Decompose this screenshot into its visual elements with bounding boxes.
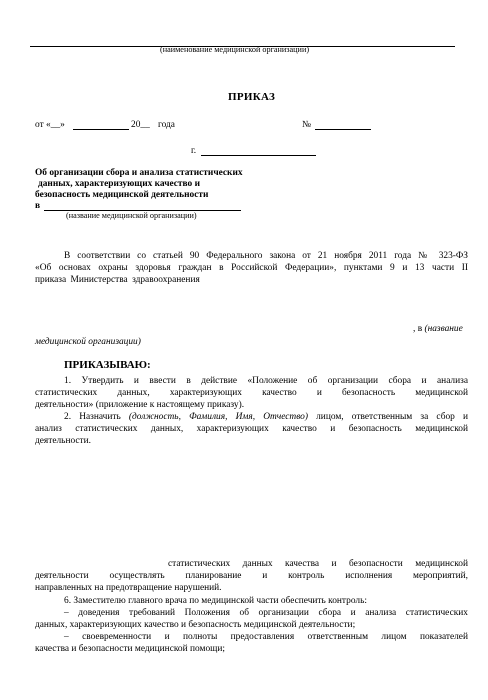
order-p2-b: лицом, ответственным за сбор и: [316, 412, 469, 422]
preamble-line-2: «Об основах охраны здоровья граждан в Российской Федерации», пунктами 9 и 13 части II: [35, 263, 468, 273]
order-p2-italic: (должность, Фамилия, Имя, Отчество): [128, 412, 308, 422]
org-line-tail: [413, 324, 463, 335]
preamble-line-3: приказа Министерства здравоохранения: [35, 275, 200, 285]
number-sign: №: [302, 120, 311, 130]
date-year-suffix: года: [158, 120, 175, 130]
org-name-caption: (наименование медицинской организации): [160, 45, 310, 54]
date-year: 20__: [131, 120, 150, 130]
city-prefix: г.: [191, 146, 197, 156]
subject-line-4: в: [35, 201, 41, 211]
subject-line-3: безопасность медицинской деятельности: [35, 190, 209, 200]
document-title: ПРИКАЗ: [228, 91, 276, 103]
order-p2-line-3: деятельности.: [35, 436, 92, 446]
org-line-continuation: медицинской организации): [35, 337, 141, 347]
org-line-tail-italic: (название: [424, 324, 463, 334]
bullet-1-line-1: – доведения требований Положения об организации сбора и анализа статистических: [64, 608, 468, 618]
lower-line-1: статистических данных качества и безопасности медицинской: [168, 559, 468, 569]
lower-line-2: деятельности осуществлять планирование и контроль исполнения мероприятий,: [35, 571, 468, 581]
lower-line-3: направленных на предотвращение нарушений.: [35, 583, 222, 593]
order-p2-line-2: анализ статистических данных, характеризующих качество и безопасность медицинской: [35, 424, 468, 434]
subject-org-caption: (название медицинской организации): [66, 211, 197, 220]
order-p1-line-3: деятельности» (приложение к настоящему приказу).: [35, 400, 245, 410]
bullet-2-line-2: качества и безопасности медицинской помощи;: [35, 644, 225, 654]
order-p1-line-1: 1. Утвердить и ввести в действие «Положение об организации сбора и анализа: [64, 376, 468, 386]
preamble-line-1: В соответствии со статьей 90 Федерального закона от 21 ноября 2011 года № 323-ФЗ: [64, 251, 468, 261]
subject-line-1: Об организации сбора и анализа статистических: [35, 168, 243, 178]
date-from: от «__»: [35, 120, 65, 130]
order-heading: ПРИКАЗЫВАЮ:: [64, 359, 151, 371]
number-line: [315, 129, 371, 130]
bullet-2-line-1: – своевременности и полноты предоставления ответственным лицом показателей: [64, 632, 468, 642]
bullet-1-line-2: данных, характеризующих качество и безопасность медицинской деятельности;: [35, 620, 356, 630]
order-p2-line-1: [64, 412, 468, 423]
date-month-line: [73, 129, 129, 130]
item-6: 6. Заместителю главного врача по медицинской части обеспечить контроль:: [64, 596, 367, 606]
subject-line-2: данных, характеризующих качество и: [38, 179, 200, 189]
order-p1-line-2: статистических данных, характеризующих качество и безопасность медицинской: [35, 388, 468, 398]
order-p2-a: 2. Назначить: [64, 412, 121, 422]
city-line: [201, 155, 316, 156]
org-line-tail-text: , в: [413, 324, 423, 334]
